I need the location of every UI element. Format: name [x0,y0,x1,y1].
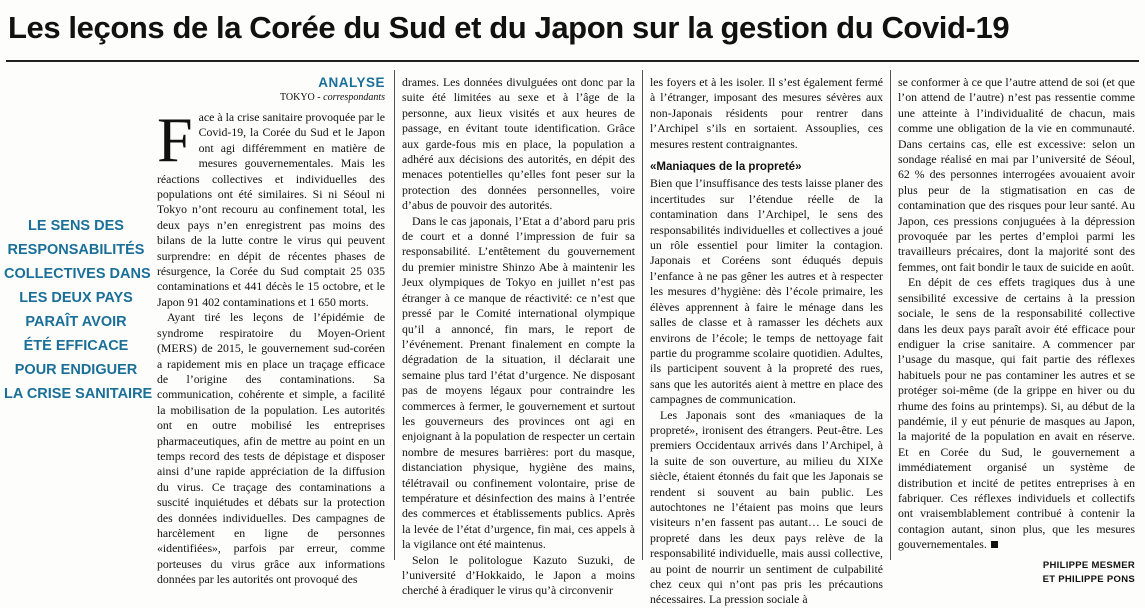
article-paragraph: Bien que l’insuffisance des tests laisse planer des incertitudes sur l’étendue réelle de la contamination dans l’Archipel, le sens des responsabilités individuelles et collectives a joué un rôle essentiel pour limiter la contagion. Japonais et Coréens sont éduqués depuis l’enfance à ne pas gêner les autres et à respecter les mesures d’hygiène: dès l’école primaire, les élèves apprennent à faire le ménage dans les salles de classe et à ramasser les déchets aux environs de l’école; le temps de nettoyage fait partie du programme scolaire quotidien. Adultes, ils participent souvent à la propreté des rues, sans que les autorités aient à mettre en place des campagnes de communication. [650,176,883,407]
pull-quote-line: LE SENS DES [28,218,124,234]
pull-quote-line: LES DEUX PAYS [19,290,133,306]
pull-quote [4,214,153,406]
article-column-2 [402,75,635,598]
article-column-3 [650,75,883,607]
column-divider [642,70,643,560]
section-subhead: «Maniaques de la propreté» [650,161,802,174]
column-divider [890,70,891,560]
end-mark [991,541,998,548]
article-paragraph: les foyers et à les isoler. Il s’est également fermé à l’étranger, imposant des mesures sévères aux non-Japonais résidents pour rentrer dans l’Archipel s’ils en sortaient. Assouplies, ces mesures restent contraignantes. [650,75,883,151]
article-column-4 [898,75,1135,585]
article-paragraph: Face à la crise sanitaire provoquée par le Covid-19, la Corée du Sud et le Japon ont agi différemment en matière de mesures gouvernementales. Mais les réactions collectives et individuelles des populations ont été similaires. Si ni Séoul ni Tokyo n’ont recouru au confinement total, les deux pays n’en enregistrent pas moins des bilans de la lutte contre le virus qui peuvent surprendre: en dépit de récentes phases de résurgence, la Corée du Sud comptait 25 035 contaminations et 441 décès le 15 octobre, et le Japon 91 402 contaminations et 1 650 morts. [157,104,385,309]
column-divider [394,70,395,560]
pull-quote-line: PARAÎT AVOIR [25,314,127,330]
article-paragraph: Selon le politologue Kazuto Suzuki, de l’université d’Hokkaido, le Japon a moins cherché à éradiquer le virus qu’à circonvenir [402,552,635,598]
article-paragraph: En dépit de ces effets tragiques dus à une sensibilité excessive de certains à la pression sociale, le sens de la responsabilité collective dans les deux pays paraît avoir été efficace pour endiguer la crise sanitaire. A commencer par l’usage du masque, qui fait partie des réflexes habituels pour ne pas contaminer les autres et se protéger soi-même (de la grippe en hiver ou du rhume des foins au printemps). Si, au début de la pandémie, il y eut pénurie de masques au Japon, la majorité de la population en avait en réserve. Et en Corée du Sud, le gouvernement a immédiatement organisé un système de distribution et incité de petites entreprises à en fabriquer. Ces réflexes individuels et collectifs ont vraisemblablement contribué à contenir la contagion autant, sinon plus, que les mesures gouvernementales. [898,275,1135,552]
headline-rule [6,60,1139,62]
pull-quote-line: LA CRISE SANITAIRE [4,386,153,402]
dropcap: F [157,104,193,175]
article-paragraph: Ayant tiré les leçons de l’épidémie de syndrome respiratoire du Moyen-Orient (MERS) de 2015, le gouvernement sud-coréen a rapidement mis en place un traçage efficace de l’origine des contaminations. Sa communication, cohérente et simple, a facilité la mobilisation de la population. Les autorités ont en outre mobilisé les entreprises pharmaceutiques, afin de mettre au point en un temps record des tests de dépistage et disposer ainsi d’une rapide appréciation de la diffusion du virus. Ce traçage des contaminations a suscité inquiétudes et débats sur la protection des données individuelles. Des campagnes de harcèlement en ligne de personnes «identifiées», parfois par erreur, comme porteuses du virus grâce aux informations données par les autorités ont provoqué des [157,310,385,587]
article-column-1 [157,75,385,587]
dateline-place: TOKYO [279,92,315,103]
headline: Les leçons de la Corée du Sud et du Japon sur la gestion du Covid-19 [8,10,1010,45]
dateline: TOKYO - correspondants [279,92,385,103]
pull-quote-line: COLLECTIVES DANS [4,266,151,282]
article-paragraph: drames. Les données divulguées ont donc par la suite été limitées au sexe et à l’âge de la personne, aux lieux visités et aux heures de passage, en évitant toute identification. Grâce aux garde-fous mis en place, la population a adhéré aux décisions des autorités, en dépit des menaces potentielles qu’elles font peser sur la protection des données personnelles, voire d’abus de pouvoir des autorités. [402,75,635,213]
pull-quote-line: ÉTÉ EFFICACE [23,338,129,354]
dateline-role: correspondants [323,92,385,103]
article-paragraph: Dans le cas japonais, l’Etat a d’abord paru pris de court et a donné l’impression de fuir sa responsabilité. L’entêtement du gouvernement du premier ministre Shinzo Abe à maintenir les Jeux olympiques de Tokyo en juillet n’est pas étranger à ce manque de réactivité: ce n’est que pressé par le Comité international olympique qu’il a annoncé, fin mars, le report de l’événement. Prenant finalement en compte la dégradation de la situation, il déclarait une semaine plus tard l’état d’urgence. Ne disposant pas de moyens légaux pour contraindre les commerces à fermer, le gouvernement et surtout les gouverneurs des provinces ont agi en enjoignant à la population de respecter un certain nombre de mesures barrières: port du masque, distanciation physique, hygiène des mains, télétravail ou confinement volontaire, prise de température et désinfection des mains à l’entrée des commerces et établissements publics. Après la levée de l’état d’urgence, fin mai, ces appels à la vigilance ont été maintenus. [402,213,635,552]
byline-line: PHILIPPE MESMER [1042,559,1135,571]
pull-quote-line: RESPONSABILITÉS [7,242,145,258]
byline-line: ET PHILIPPE PONS [1042,573,1135,585]
rubric-label: ANALYSE [318,75,385,90]
article-paragraph: Les Japonais sont des «maniaques de la propreté», ironisent des étrangers. Peut-être. Les premiers Occidentaux arrivés dans l’Archipel, à la suite de son ouverture, au milieu du XIXe siècle, étaient étonnés du fait que les Japonais se rendent si souvent au bain public. Les autochtones ne l’étaient pas moins que leurs visiteurs n’en fassent pas autant… Le souci de propreté dans les deux pays relève de la responsabilité individuelle, mais aussi collective, au point de nourrir un sentiment de culpabilité chez ceux qui n’ont pas pris les précautions nécessaires. La pression sociale à [650,407,883,607]
pull-quote-line: POUR ENDIGUER [14,362,138,378]
article-paragraph: se conformer à ce que l’autre attend de soi (et que l’on attend de l’autre) n’est pas ressentie comme une atteinte à l’individualité de chacun, mais comme une obligation de la vie en communauté. Dans certains cas, elle est excessive: selon un sondage réalisé en mai par l’université de Séoul, 62 % des personnes interrogées avouaient avoir plus peur de la stigmatisation en cas de contamination que des risques pour leur santé. Au Japon, ces pressions conjuguées à la dépression provoquée par les pertes d’emploi parmi les travailleurs précaires, dont la majorité sont des femmes, ont fait bondir le taux de suicide en août. [898,75,1135,274]
byline [898,559,1135,587]
